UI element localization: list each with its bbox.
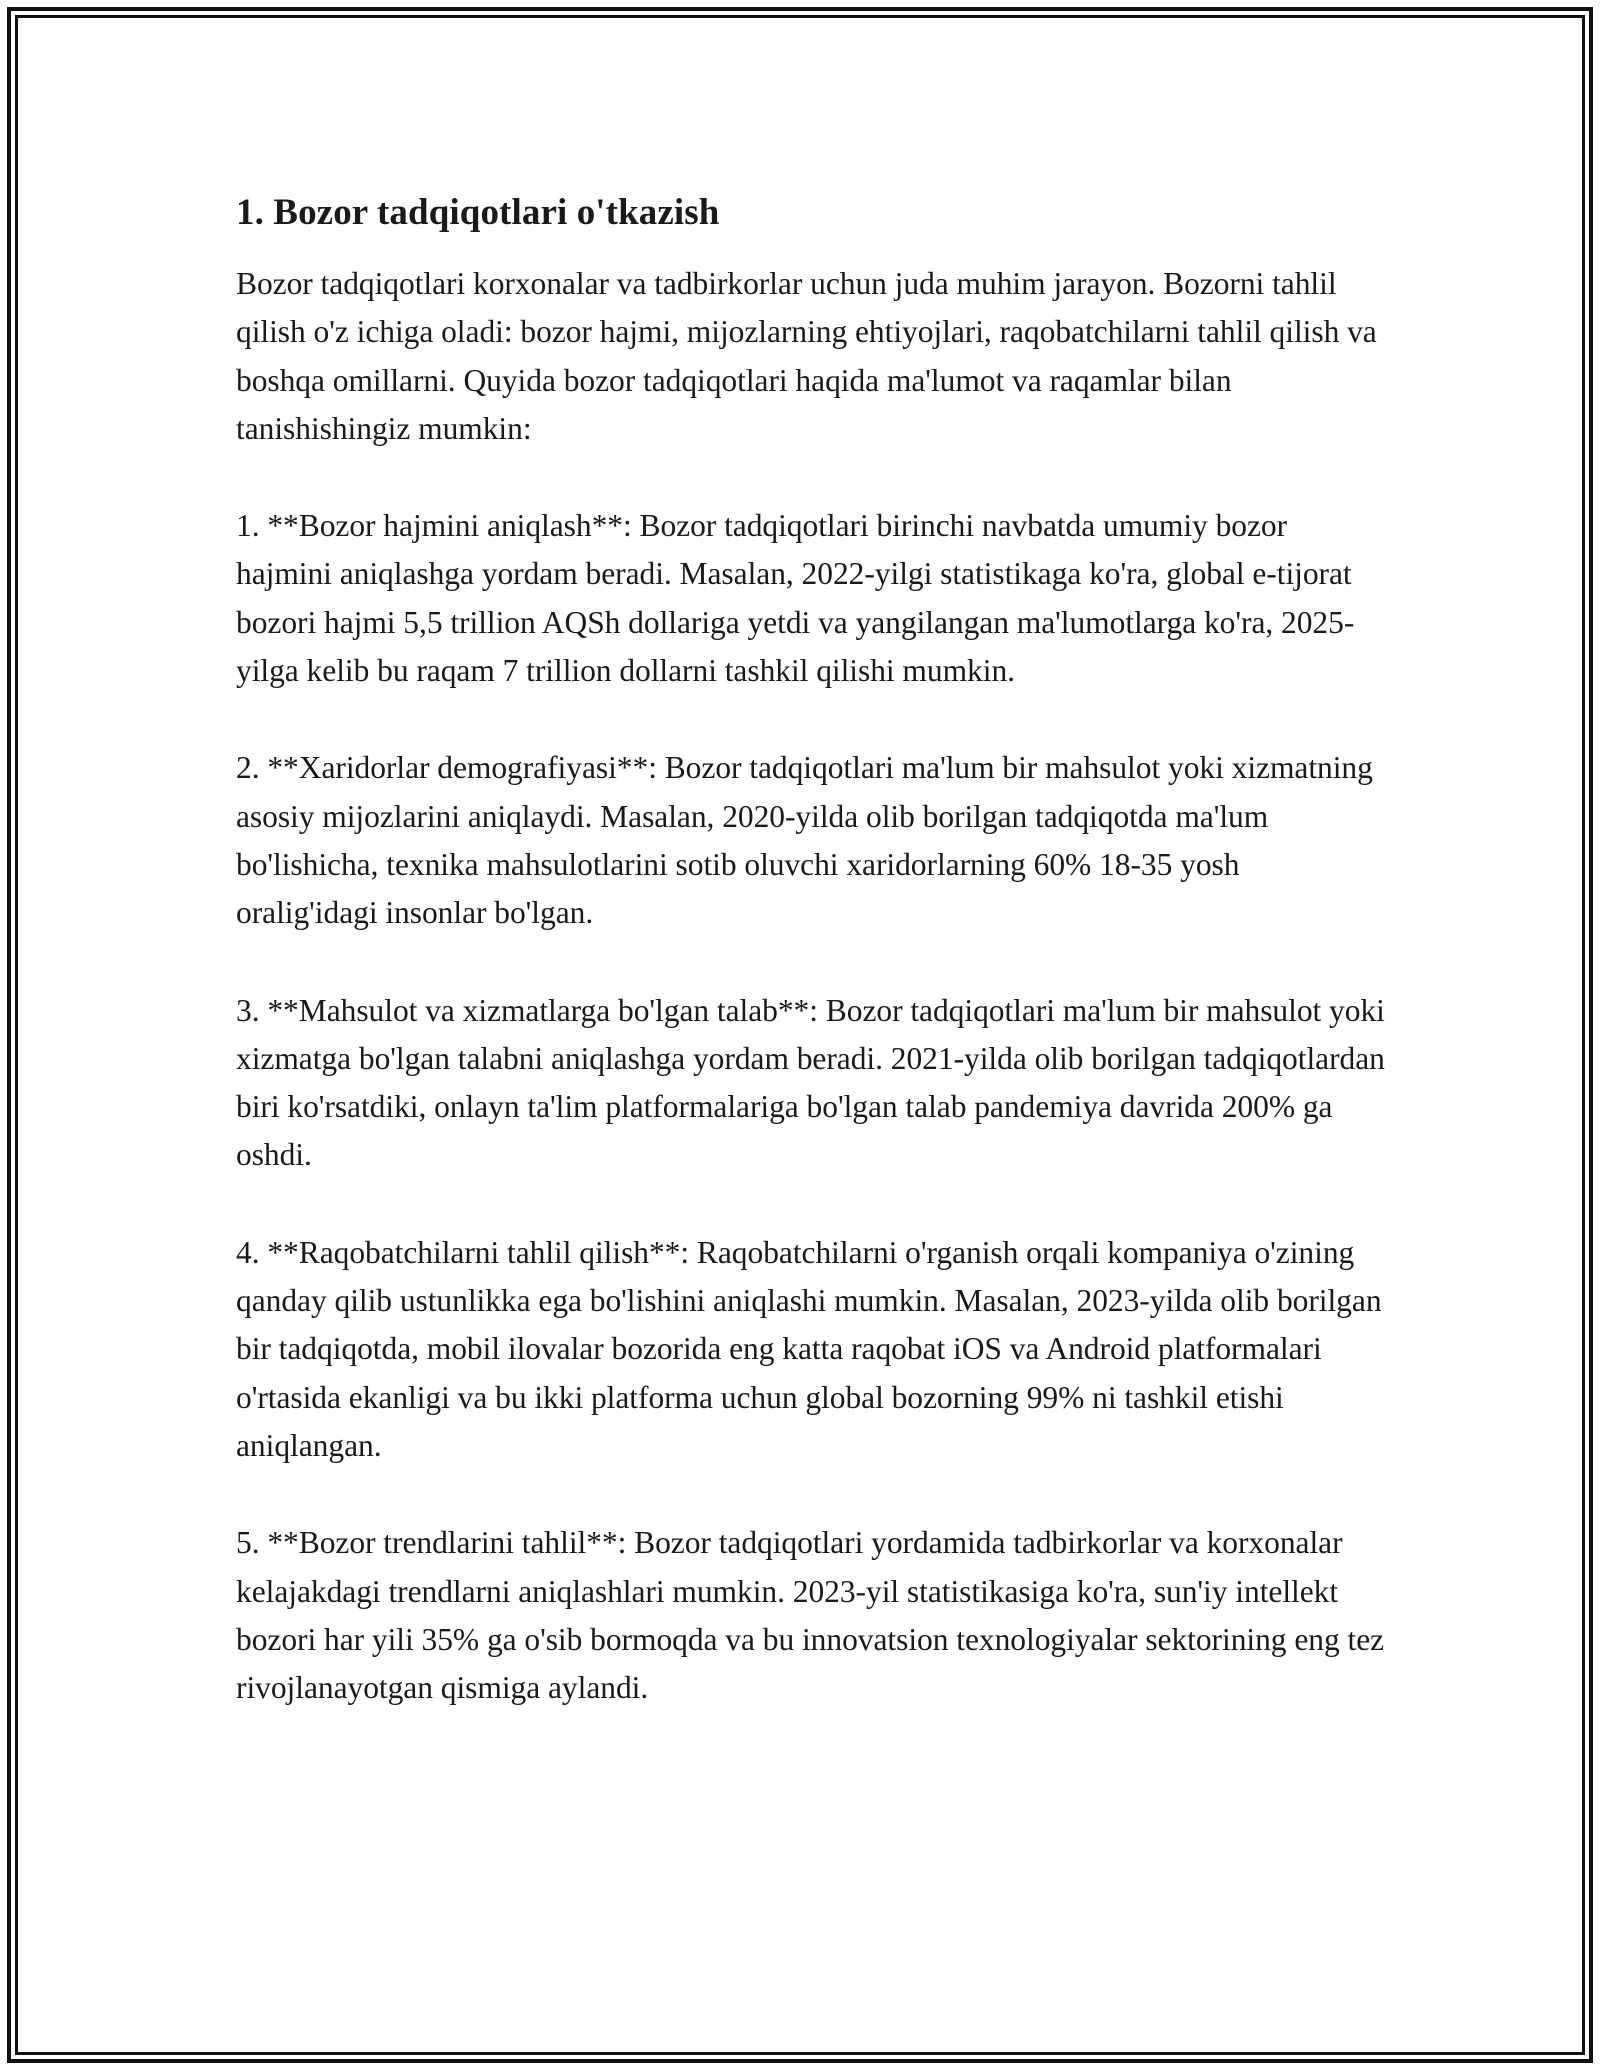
document-body (236, 186, 1386, 1761)
intro-paragraph: Bozor tadqiqotlari korxonalar va tadbirkorlar uchun juda muhim jarayon. Bozorni tahlil qilish o'z ichiga oladi: bozor hajmi, mijozlarning ehtiyojlari, raqobatchilarni tahlil qilish va boshqa omillarni. Quyida bozor tadqiqotlari haqida ma'lumot va raqamlar bilan tanishishingiz mumkin: (236, 266, 1377, 446)
paragraph-market-size: 1. **Bozor hajmini aniqlash**: Bozor tadqiqotlari birinchi navbatda umumiy bozor hajmini aniqlashga yordam beradi. Masalan, 2022-yilgi statistikaga ko'ra, global e-tijorat bozori hajmi 5,5 trillion AQSh dollariga yetdi va yangilangan ma'lumotlarga ko'ra, 2025-yilga kelib bu raqam 7 trillion dollarni tashkil qilishi mumkin. (236, 508, 1355, 689)
paragraph-buyer-demographics: 2. **Xaridorlar demografiyasi**: Bozor tadqiqotlari ma'lum bir mahsulot yoki xizmatning asosiy mijozlarini aniqlaydi. Masalan, 2020-yilda olib borilgan tadqiqotda ma'lum bo'lishicha, texnika mahsulotlarini sotib oluvchi xaridorlarning 60% 18-35 yosh oralig'idagi insonlar bo'lgan. (236, 750, 1373, 931)
paragraph-competitor-analysis: 4. **Raqobatchilarni tahlil qilish**: Raqobatchilarni o'rganish orqali kompaniya o'zining qanday qilib ustunlikka ega bo'lishini aniqlashi mumkin. Masalan, 2023-yilda olib borilgan bir tadqiqotda, mobil ilovalar bozorida eng katta raqobat iOS va Android platformalari o'rtasida ekanligi va bu ikki platforma uchun global bozorning 99% ni tashkil etishi aniqlangan. (236, 1234, 1382, 1463)
document-title: 1. Bozor tadqiqotlari o'tkazish (236, 192, 720, 233)
paragraph-market-trends: 5. **Bozor trendlarini tahlil**: Bozor tadqiqotlari yordamida tadbirkorlar va korxonalar kelajakdagi trendlarni aniqlashlari mumkin. 2023-yil statistikasiga ko'ra, sun'iy intellekt bozori har yili 35% ga o'sib bormoqda va bu innovatsion texnologiyalar sektorining eng tez rivojlanayotgan qismiga aylandi. (236, 1525, 1385, 1706)
paragraph-demand: 3. **Mahsulot va xizmatlarga bo'lgan talab**: Bozor tadqiqotlari ma'lum bir mahsulot yoki xizmatga bo'lgan talabni aniqlashga yordam beradi. 2021-yilda olib borilgan tadqiqotlardan biri ko'rsatdiki, onlayn ta'lim platformalariga bo'lgan talab pandemiya davrida 200% ga oshdi. (236, 992, 1385, 1173)
